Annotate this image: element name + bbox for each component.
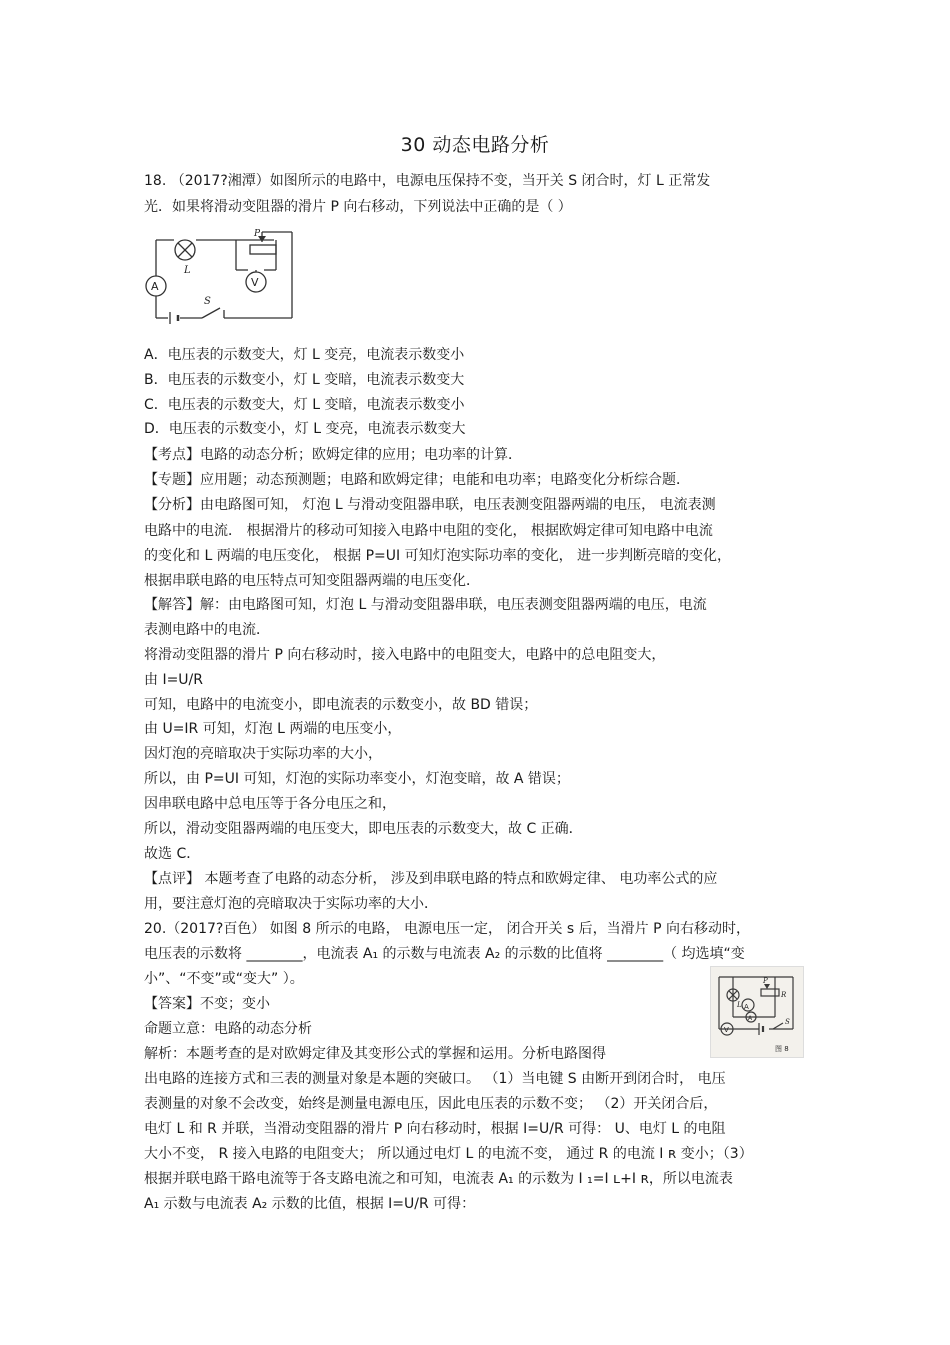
q20-jiexi-line: 根据并联电路干路电流等于各支路电流之和可知，电流表 A₁ 的示数为 I ₁=I ʟ+I ʀ，所以电流表 [144,1171,733,1187]
q20-fig-voltmeter-label: V [724,1026,729,1034]
q18-jieda-line: 所以，由 P=UI 可知，灯泡的实际功率变小，灯泡变暗，故 A 错误； [144,771,570,787]
q18-option-c: C．电压表的示数变大，灯 L 变暗，电流表示数变小 [144,397,465,413]
q18-kaodian: 【考点】电路的动态分析；欧姆定律的应用；电功率的计算． [144,447,522,463]
q18-jieda-line: 由 I=U/R [144,672,204,688]
q20-fig-switch-label: S [785,1018,790,1026]
q18-stem-line-2: 光．如果将滑动变阻器的滑片 P 向右移动，下列说法中正确的是（ ） [144,199,572,215]
q18-stem-line-1: 18. （2017?湘潭）如图所示的电路中，电源电压保持不变，当开关 S 闭合时，灯 L 正常发 [144,173,711,189]
q18-option-b: B．电压表的示数变小，灯 L 变暗，电流表示数变大 [144,372,465,388]
q20-jiexi-line: 解析：本题考查的是对欧姆定律及其变形公式的掌握和运用。分析电路图得 [144,1046,606,1062]
q20-fig-ammeter-a1-label: A [744,1003,749,1011]
q20-jiexi-line: 电灯 L 和 R 并联，当滑动变阻器的滑片 P 向右移动时，根据 I=U/R 可得： U、电灯 L 的电阻 [144,1121,726,1137]
q18-dianping-line: 用，要注意灯泡的亮暗取决于实际功率的大小． [144,896,438,912]
q18-fenxi-line: 电路中的电流． 根据滑片的移动可知接入电路中电阻的变化， 根据欧姆定律可知电路中电流 [144,523,713,539]
q20-fig-ammeter-a2-label: A [748,1015,753,1022]
q18-jieda-line: 将滑动变阻器的滑片 P 向右移动时，接入电路中的电阻变大，电路中的总电阻变大， [144,647,666,663]
q20-mingti: 命题立意：电路的动态分析 [144,1021,312,1037]
q18-dianping-line: 【点评】 本题考查了电路的动态分析， 涉及到串联电路的特点和欧姆定律、 电功率公式的应 [144,871,718,887]
q18-jieda-line: 所以，滑动变阻器两端的电压变大，即电压表的示数变大，故 C 正确． [144,821,583,837]
q20-fig-lamp-label: L [737,1001,742,1009]
q20-fig-slider-label: P [763,977,768,985]
q18-voltmeter-label: V [251,276,259,289]
q18-jieda-line: 表测电路中的电流． [144,622,270,638]
q20-stem-line: 小”、“不变”或“变大” ）。 [144,971,304,987]
q18-option-d: D．电压表的示数变小，灯 L 变亮，电流表示数变大 [144,421,466,437]
q18-jieda-line: 由 U=IR 可知，灯泡 L 两端的电压变小， [144,721,402,737]
q18-jieda-line: 【解答】解：由电路图可知，灯泡 L 与滑动变阻器串联，电压表测变阻器两端的电压，电流 [144,597,707,613]
q18-switch-label: S [204,296,211,307]
q20-figure-caption: 图 8 [775,1045,789,1053]
q20-jiexi-line: A₁ 示数与电流表 A₂ 示数的比值，根据 I=U/R 可得： [144,1196,476,1212]
q20-jiexi-line: 大小不变， R 接入电路的电阻变大； 所以通过电灯 L 的电流不变， 通过 R 的电流 I ʀ 变小；（3） [144,1146,753,1162]
q20-jiexi-line: 表测量的对象不会改变，始终是测量电源电压，因此电压表的示数不变； （2）开关闭合后， [144,1096,718,1112]
q20-jiexi-line: 出电路的连接方式和三表的测量对象是本题的突破口。 （1）当电键 S 由断开到闭合时， 电压 [144,1071,726,1087]
q20-answer: 【答案】不变；变小 [144,996,270,1012]
q18-fenxi-line: 【分析】由电路图可知， 灯泡 L 与滑动变阻器串联，电压表测变阻器两端的电压， 电流表测 [144,497,716,513]
q18-fenxi-line: 的变化和 L 两端的电压变化， 根据 P=UI 可知灯泡实际功率的变化， 进一步判断亮暗的变化， [144,548,732,564]
q18-option-a: A．电压表的示数变大，灯 L 变亮，电流表示数变小 [144,347,465,363]
q18-circuit-diagram [144,226,300,332]
q18-jieda-line: 因灯泡的亮暗取决于实际功率的大小， [144,746,382,762]
q18-ammeter-label: A [151,280,159,293]
q18-jieda-line: 故选 C． [144,846,201,862]
q18-slider-label: P [254,229,261,239]
q18-jieda-line: 因串联电路中总电压等于各分电压之和， [144,796,396,812]
q20-stem-line: 电压表的示数将 ________，电流表 A₁ 的示数与电流表 A₂ 的示数的比值将 ________（ 均选填“变 [144,946,745,962]
q20-stem-line: 20.（2017?百色） 如图 8 所示的电路， 电源电压一定， 闭合开关 s 后，当滑片 P 向右移动时， [144,921,751,937]
page-title: 30 动态电路分析 [400,134,550,156]
q18-lamp-label: L [184,265,191,276]
q20-fig-resistor-label: R [781,991,787,999]
q18-zhuanti: 【专题】应用题；动态预测题；电路和欧姆定律；电能和电功率；电路变化分析综合题． [144,472,690,488]
q20-circuit-figure [710,966,804,1058]
q18-fenxi-line: 根据串联电路的电压特点可知变阻器两端的电压变化． [144,573,480,589]
q18-jieda-line: 可知，电路中的电流变小，即电流表的示数变小，故 BD 错误； [144,697,538,713]
